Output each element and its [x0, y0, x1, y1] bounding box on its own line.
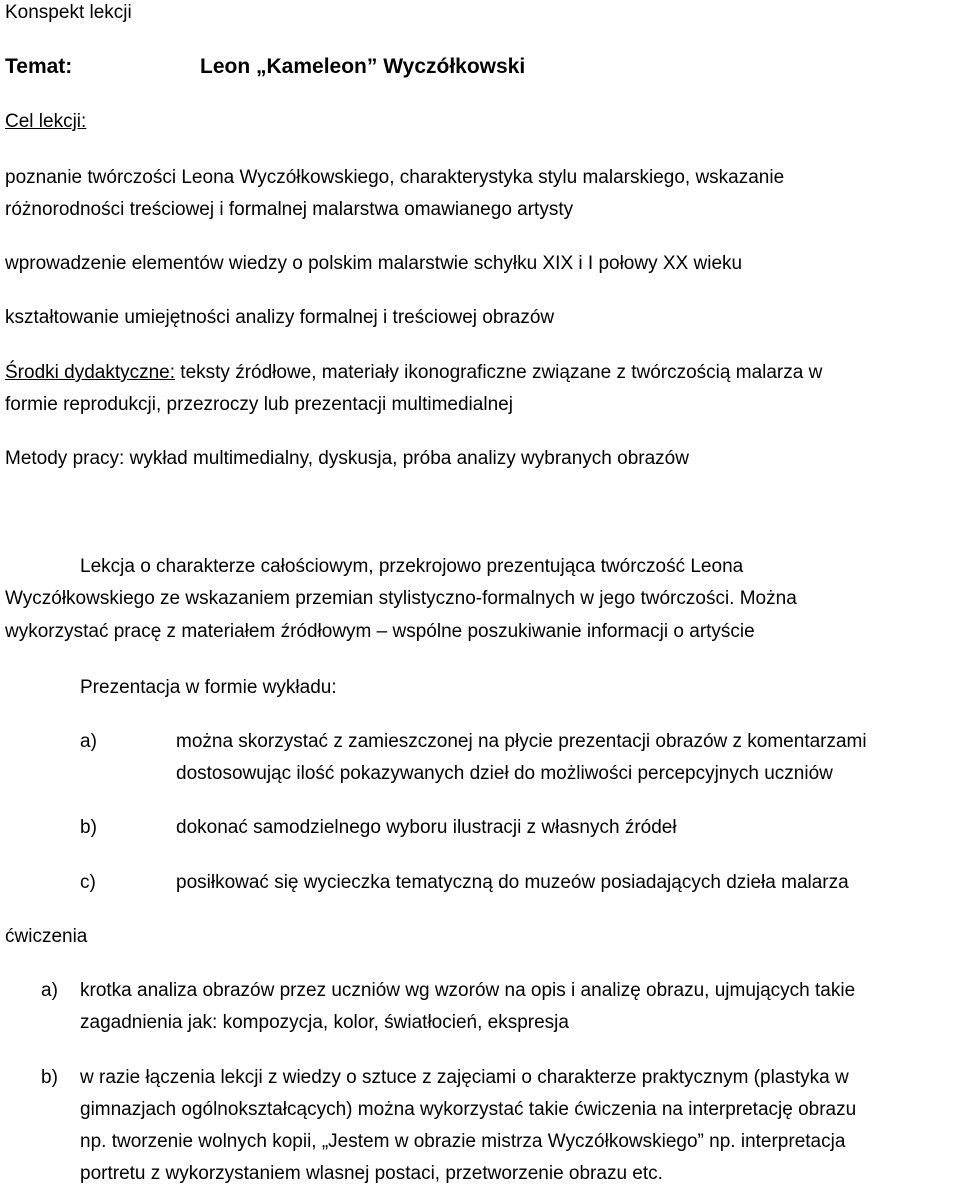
exercise-a-line-2: zagadnienia jak: kompozycja, kolor, światłocień, ekspresja: [80, 1012, 569, 1033]
goal-label: Cel lekcji:: [5, 111, 87, 132]
exercise-b-line-1: w razie łączenia lekcji z wiedzy o sztuce z zajęciami o charakterze praktycznym (plastyka w: [80, 1067, 849, 1088]
presentation-a-line-2: dostosowując ilość pokazywanych dzieł do możliwości percepcyjnych uczniów: [176, 763, 833, 784]
presentation-heading: Prezentacja w formie wykładu:: [80, 677, 337, 698]
means-line-2: formie reprodukcji, przezroczy lub prezentacji multimedialnej: [5, 394, 513, 415]
exercise-b-line-2: gimnazjach ogólnokształcących) można wykorzystać takie ćwiczenia na interpretację obrazu: [80, 1099, 857, 1120]
topic-label: Temat:: [5, 55, 73, 78]
presentation-c-marker: c): [80, 872, 96, 893]
exercise-b-line-3: np. tworzenie wolnych kopii, „Jestem w obrazie mistrza Wyczółkowskiego” np. interpretacja: [80, 1131, 846, 1152]
presentation-b-marker: b): [80, 817, 97, 838]
document-title: Konspekt lekcji: [5, 2, 132, 23]
intro-line-1: Lekcja o charakterze całościowym, przekrojowo prezentująca twórczość Leona: [80, 556, 744, 577]
exercise-b-line-4: portretu z wykorzystaniem wlasnej postaci, przetworzenie obrazu etc.: [80, 1163, 663, 1184]
exercise-a-marker: a): [41, 980, 58, 1001]
exercise-a-line-1: krotka analiza obrazów przez uczniów wg wzorów na opis i analizę obrazu, ujmujących takie: [80, 980, 856, 1001]
means-label: Środki dydaktyczne:: [5, 362, 176, 383]
presentation-c-line-1: posiłkować się wycieczka tematyczną do muzeów posiadających dzieła malarza: [176, 872, 849, 893]
topic-value: Leon „Kameleon” Wyczółkowski: [200, 55, 526, 78]
goal-3: kształtowanie umiejętności analizy formalnej i treściowej obrazów: [5, 307, 555, 328]
means-line-1: [5, 357, 822, 389]
presentation-a-marker: a): [80, 731, 97, 752]
presentation-b-line-1: dokonać samodzielnego wyboru ilustracji z własnych źródeł: [176, 817, 677, 838]
exercises-heading: ćwiczenia: [5, 926, 88, 947]
goal-1-line-2: różnorodności treściowej i formalnej malarstwa omawianego artysty: [5, 199, 574, 220]
exercise-b-marker: b): [41, 1067, 58, 1088]
means-text: teksty źródłowe, materiały ikonograficzne związane z twórczością malarza w: [175, 362, 823, 383]
intro-line-3: wykorzystać pracę z materiałem źródłowym – wspólne poszukiwanie informacji o artyście: [5, 621, 755, 642]
methods-text: Metody pracy: wykład multimedialny, dyskusja, próba analizy wybranych obrazów: [5, 448, 689, 469]
goal-1-line-1: poznanie twórczości Leona Wyczółkowskiego, charakterystyka stylu malarskiego, wskazanie: [5, 167, 785, 188]
presentation-a-line-1: można skorzystać z zamieszczonej na płycie prezentacji obrazów z komentarzami: [176, 731, 867, 752]
intro-line-2: Wyczółkowskiego ze wskazaniem przemian stylistyczno-formalnych w jego twórczości. Można: [5, 588, 797, 609]
goal-2: wprowadzenie elementów wiedzy o polskim malarstwie schyłku XIX i I połowy XX wieku: [5, 253, 743, 274]
